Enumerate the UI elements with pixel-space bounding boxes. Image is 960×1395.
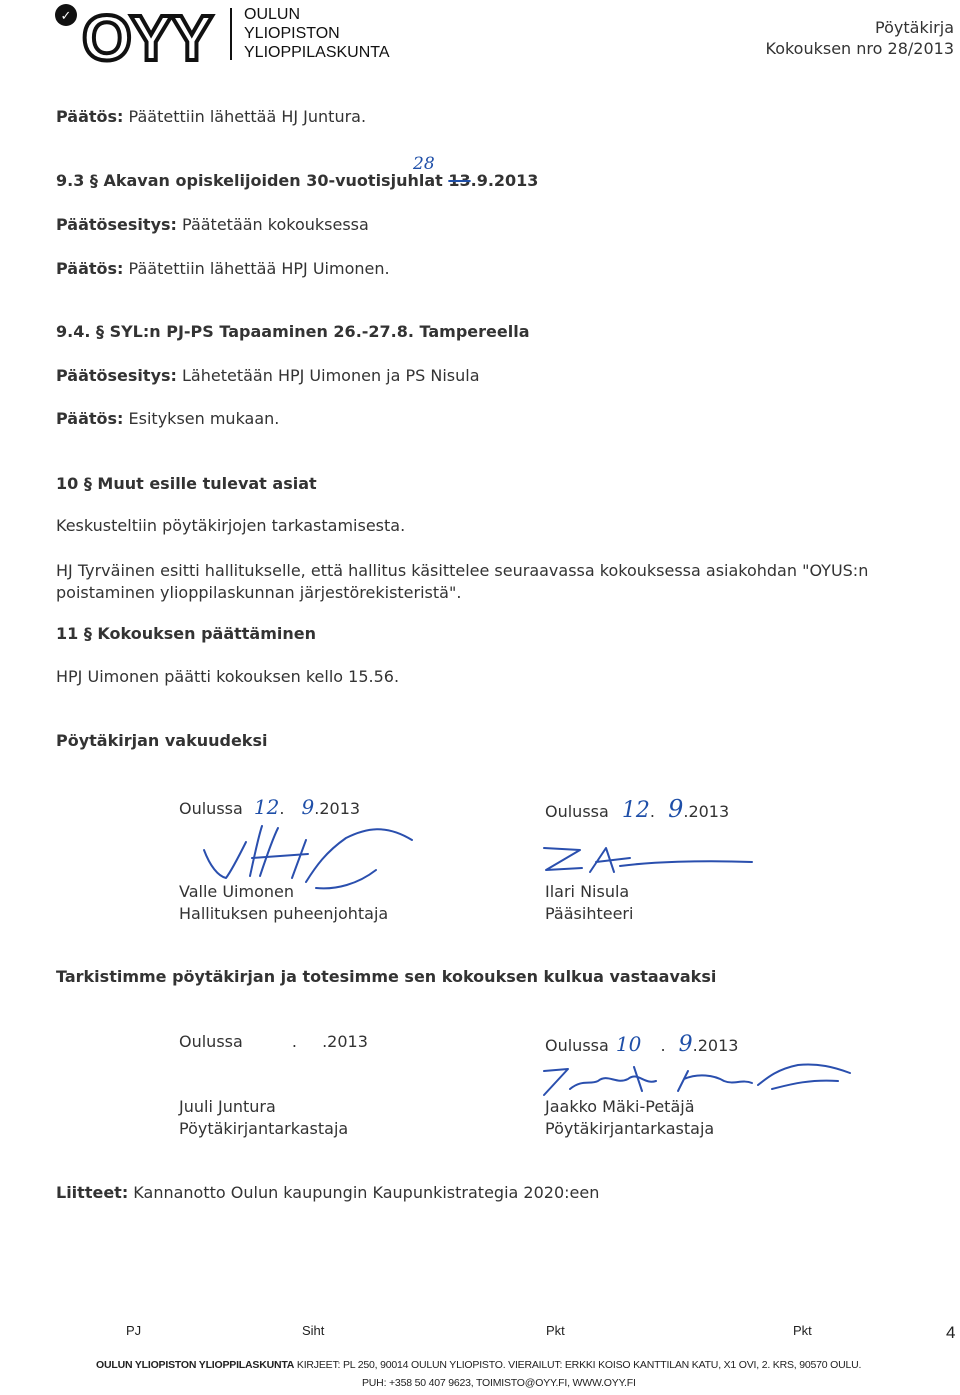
reviewer-left-name: Juuli Juntura [179, 1097, 276, 1116]
footer-org-name: OULUN YLIOPISTON YLIOPPILASKUNTA [96, 1359, 295, 1371]
initials-pkt-2: Pkt [793, 1323, 812, 1338]
org-name-line2: YLIOPISTON [244, 25, 340, 42]
signatures-title: Pöytäkirjan vakuudeksi [56, 731, 268, 750]
initials-siht: Siht [302, 1323, 325, 1338]
handwritten-date-correction: 28 [413, 154, 435, 174]
section-11-text: HPJ Uimonen päätti kokouksen kello 15.56. [56, 667, 400, 686]
section-10-title: 10 § Muut esille tulevat asiat [56, 474, 317, 493]
initials-pkt-1: Pkt [546, 1323, 565, 1338]
signatory-right-name: Ilari Nisula [545, 882, 630, 901]
attachments-label: Liitteet: [56, 1183, 129, 1202]
handwritten-day: 10 [615, 1032, 642, 1056]
signature-right-date: Oulussa 12. 9.2013 [545, 795, 730, 823]
footer-contact: PUH: +358 50 407 9623, TOIMISTO@OYY.FI, WWW.OYY.FI [362, 1377, 636, 1389]
reviewer-left-role: Pöytäkirjantarkastaja [179, 1119, 349, 1138]
proposal-label: Päätösesitys: [56, 366, 177, 385]
org-logo [52, 2, 222, 64]
review-left-date: Oulussa . .2013 [179, 1032, 368, 1051]
handwritten-month: 9 [678, 1032, 693, 1057]
section-9-3-title: 9.3 § Akavan opiskelijoiden 30-vuotisjuhlat 13.9.2013 [56, 171, 539, 190]
reviewer-right-name: Jaakko Mäki-Petäjä [545, 1097, 695, 1116]
decision-label: Päätös: [56, 409, 124, 428]
handwritten-day: 12 [253, 795, 280, 819]
proposal-text: Päätetään kokouksessa [176, 215, 369, 234]
decision-text: Päätettiin lähettää HPJ Uimonen. [123, 259, 390, 278]
signatory-right-role: Pääsihteeri [545, 904, 634, 923]
decision-label: Päätös: [56, 259, 124, 278]
handwritten-month: 9 [301, 795, 315, 819]
logo-oyy-mark [52, 2, 222, 64]
document-type: Pöytäkirja [875, 18, 954, 37]
signature-left-date: Oulussa 12. 9.2013 [179, 795, 361, 819]
review-right-date: Oulussa 10 . 9.2013 [545, 1032, 739, 1057]
signatory-left-role: Hallituksen puheenjohtaja [179, 904, 389, 923]
footer-address: OULUN YLIOPISTON YLIOPPILASKUNTA KIRJEET: PL 250, 90014 OULUN YLIOPISTO. VIERAILUT: ERKKI KOISO KANTTILAN KATU, X1 OVI, 2. KRS, 90570 OULU. [96, 1359, 862, 1371]
signatory-left-name: Valle Uimonen [179, 882, 294, 901]
section-9-4-title: 9.4. § SYL:n PJ-PS Tapaaminen 26.-27.8. Tampereella [56, 322, 530, 341]
org-name-line1: OULUN [244, 6, 301, 23]
signature-ilari-nisula [540, 840, 760, 880]
logo-divider [230, 8, 232, 60]
initials-pj: PJ [126, 1323, 142, 1338]
page-number: 4 [946, 1323, 956, 1342]
section-11-title: 11 § Kokouksen päättäminen [56, 624, 317, 643]
handwritten-day: 12 [621, 798, 650, 823]
meeting-number: Kokouksen nro 28/2013 [765, 39, 954, 58]
proposal-text: Lähetetään HPJ Uimonen ja PS Nisula [176, 366, 480, 385]
section-10-proposal-line1: HJ Tyrväinen esitti hallitukselle, että hallitus käsittelee seuraavassa kokouksessa asiakohdan "OYUS:n [56, 561, 869, 580]
org-name-line3: YLIOPPILASKUNTA [244, 44, 390, 61]
handwritten-month: 9 [668, 795, 684, 823]
attachments-text: Kannanotto Oulun kaupungin Kaupunkistrategia 2020:een [128, 1183, 600, 1202]
decision-text: Esityksen mukaan. [123, 409, 280, 428]
decision-label: Päätös: [56, 107, 124, 126]
svg-text:✓: ✓ [60, 9, 72, 24]
decision-text: Päätettiin lähettää HJ Juntura. [123, 107, 367, 126]
reviewer-right-role: Pöytäkirjantarkastaja [545, 1119, 715, 1138]
section-10-proposal-line2: poistaminen ylioppilaskunnan järjestörekisteristä". [56, 583, 462, 602]
struck-date: 13 [448, 171, 471, 190]
proposal-label: Päätösesitys: [56, 215, 177, 234]
section-10-text: Keskusteltiin pöytäkirjojen tarkastamisesta. [56, 516, 406, 535]
logo-letters: OYY [82, 2, 212, 64]
review-title: Tarkistimme pöytäkirjan ja totesimme sen kokouksen kulkua vastaavaksi [56, 967, 717, 986]
